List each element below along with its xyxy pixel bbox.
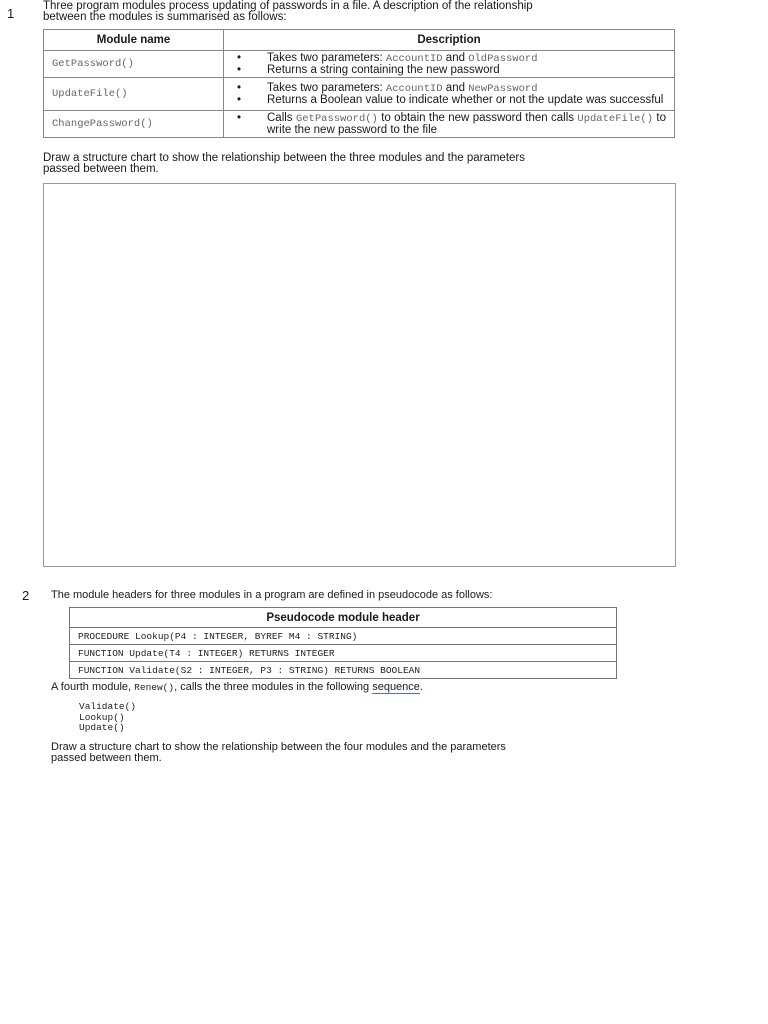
pseudocode-header-cell: FUNCTION Validate(S2 : INTEGER, P3 : STRING) RETURNS BOOLEAN <box>70 662 617 679</box>
sequence-link[interactable]: sequence <box>372 681 420 693</box>
instruction-line-2: passed between them. <box>51 752 162 764</box>
table-row <box>70 645 617 662</box>
description-cell <box>224 51 675 78</box>
text-segment: to obtain the new password then calls <box>377 112 578 124</box>
call-sequence <box>79 702 136 734</box>
module-name-cell: UpdateFile() <box>44 78 224 111</box>
description-bullet <box>232 95 666 106</box>
description-cell <box>224 78 675 111</box>
bullet-icon: • <box>237 82 242 94</box>
fourth-post: . <box>419 681 423 693</box>
text-segment: Returns a Boolean value to indicate whether or not the update was successful <box>267 93 664 106</box>
code-term: OldPassword <box>468 53 538 65</box>
text-segment: and <box>442 82 469 94</box>
code-term: NewPassword <box>468 83 538 95</box>
answer-box[interactable] <box>43 183 676 567</box>
bullet-text <box>267 65 666 76</box>
text-segment: and <box>442 52 469 64</box>
text-segment: Takes two parameters: <box>267 52 386 64</box>
code-term: GetPassword() <box>295 113 378 125</box>
pseudocode-header-cell: FUNCTION Update(T4 : INTEGER) RETURNS INTEGER <box>70 645 617 662</box>
intro-line-1: Three program modules process updating of passwords in a file. A description of the relationship <box>43 0 533 12</box>
intro-line-2: between the modules is summarised as follows: <box>43 11 287 23</box>
code-term: AccountID <box>385 53 443 65</box>
instruction-line-1: Draw a structure chart to show the relationship between the four modules and the parameters <box>51 741 506 753</box>
module-name-cell: GetPassword() <box>44 51 224 78</box>
instruction-line-2: passed between them. <box>43 163 159 175</box>
bullet-icon: • <box>237 52 242 64</box>
sequence-item: Lookup() <box>79 711 125 723</box>
text-segment: Returns a string containing the new password <box>267 63 500 76</box>
question-1-instruction <box>43 153 723 175</box>
pseudocode-header-cell: PROCEDURE Lookup(P4 : INTEGER, BYREF M4 : STRING) <box>70 628 617 645</box>
fourth-pre: A fourth module, <box>51 681 135 693</box>
bullet-text <box>267 113 666 135</box>
sequence-item: Validate() <box>79 701 137 712</box>
question-2-intro: The module headers for three modules in a program are defined in pseudocode as follows: <box>51 589 493 601</box>
instruction-line-1: Draw a structure chart to show the relationship between the three modules and the parameters <box>43 152 525 164</box>
text-segment: Takes two parameters: <box>267 82 386 94</box>
code-term: UpdateFile() <box>577 113 654 125</box>
question-2-instruction <box>51 742 666 764</box>
bullet-icon: • <box>237 112 242 124</box>
column-header-module-name: Module name <box>44 30 224 51</box>
module-name-cell: ChangePassword() <box>44 111 224 138</box>
table-row <box>44 78 675 111</box>
module-description-table <box>43 29 675 138</box>
column-header-pseudocode: Pseudocode module header <box>70 608 617 628</box>
table-row <box>44 51 675 78</box>
question-1-number: 1 <box>7 6 15 21</box>
sequence-item: Update() <box>79 722 125 733</box>
fourth-mid: , calls the three modules in the following <box>174 681 373 693</box>
table-row <box>44 111 675 138</box>
table-row <box>70 628 617 645</box>
bullet-icon: • <box>237 93 242 106</box>
text-segment: Calls <box>267 112 296 124</box>
text-segment: to write the new password to the file <box>267 112 666 136</box>
question-2-number: 2 <box>22 588 30 603</box>
column-header-description: Description <box>224 30 675 51</box>
description-bullet <box>232 65 666 76</box>
pseudocode-header-table <box>69 607 617 679</box>
table-row <box>70 662 617 679</box>
bullet-icon: • <box>237 63 242 76</box>
bullet-text <box>267 95 666 106</box>
fourth-module-sentence <box>51 682 423 693</box>
description-cell <box>224 111 675 138</box>
question-1-intro <box>43 1 723 23</box>
description-bullet <box>232 113 666 135</box>
renew-code: Renew() <box>134 682 175 693</box>
code-term: AccountID <box>385 83 443 95</box>
